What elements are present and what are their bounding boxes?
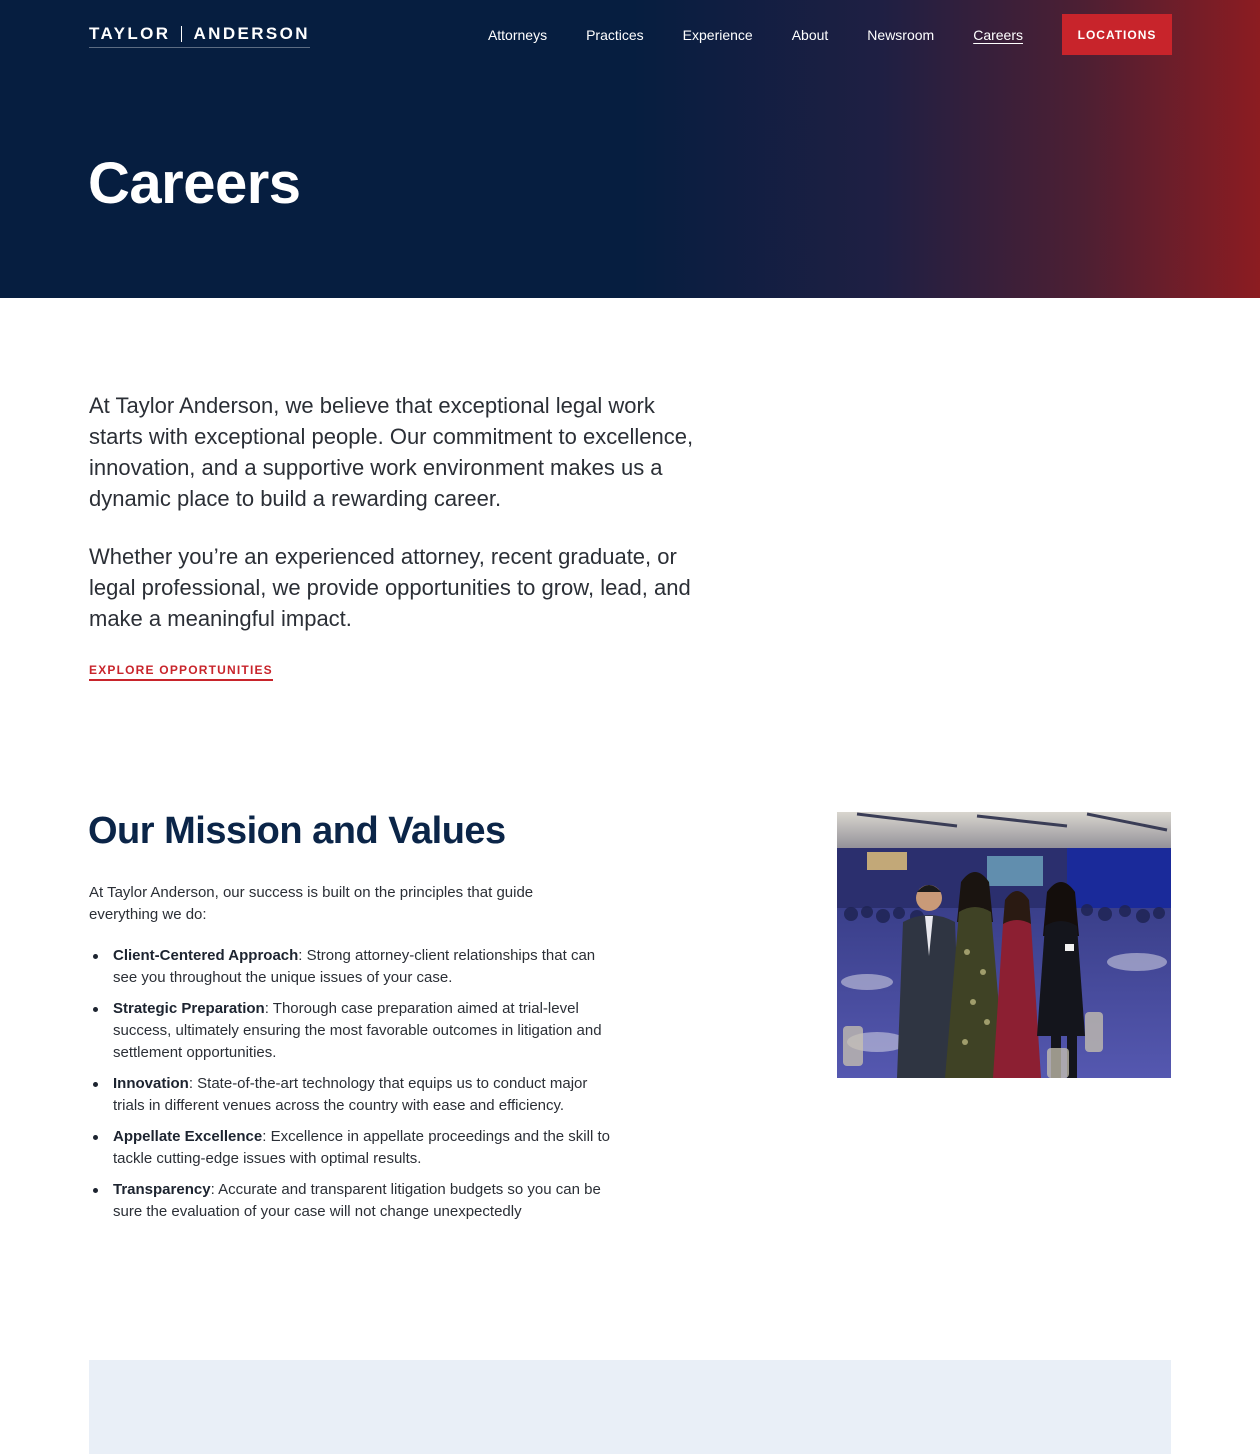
logo-divider (181, 26, 182, 42)
value-term: Appellate Excellence (113, 1128, 263, 1145)
mission-intro-text: At Taylor Anderson, our success is built on the principles that guide everything we do: (89, 884, 534, 923)
values-list (89, 945, 619, 1232)
nav-link-about[interactable]: About (791, 26, 829, 43)
value-description: : State-of-the-art technology that equips us to conduct major trials in different venues across the country with ease and efficiency. (113, 1075, 588, 1114)
value-term: Transparency (113, 1181, 211, 1198)
nav-link-practices[interactable]: Practices (586, 26, 644, 43)
intro-paragraph-1: At Taylor Anderson, we believe that exceptional legal work starts with exceptional people. Our commitment to excellence, innovation, and a supportive work environment makes us a dynamic place to build a rewarding career. (89, 393, 694, 511)
logo-text-taylor: TAYLOR (89, 23, 171, 43)
nav-link-newsroom[interactable]: Newsroom (867, 26, 935, 43)
value-term: Innovation (113, 1075, 189, 1092)
site-logo[interactable] (89, 24, 310, 48)
value-description: : Excellence in appellate proceedings and the skill to tackle cutting-edge issues with optimal results. (113, 1128, 610, 1167)
list-item (89, 945, 619, 989)
team-event-photo (837, 812, 1171, 1078)
nav-link-experience[interactable]: Experience (682, 26, 753, 43)
main-nav (449, 14, 1172, 55)
intro-paragraph-2: Whether you’re an experienced attorney, recent graduate, or legal professional, we provide opportunities to grow, lead, and make a meaningful impact. (89, 544, 691, 631)
intro-section (89, 390, 709, 661)
mission-heading: Our Mission and Values (88, 810, 506, 852)
value-term: Client-Centered Approach (113, 947, 299, 964)
explore-opportunities-link[interactable]: EXPLORE OPPORTUNITIES (89, 663, 273, 681)
nav-link-careers[interactable]: Careers (973, 26, 1023, 43)
value-description: : Accurate and transparent litigation budgets so you can be sure the evaluation of your case will not change unexpectedly (113, 1181, 601, 1220)
next-section-panel (89, 1360, 1171, 1454)
nav-link-attorneys[interactable]: Attorneys (487, 26, 548, 43)
list-item (89, 1073, 619, 1117)
hero-banner (0, 0, 1260, 298)
value-term: Strategic Preparation (113, 1000, 265, 1017)
locations-button[interactable]: LOCATIONS (1062, 14, 1172, 55)
value-description: : Strong attorney-client relationships that can see you throughout the unique issues of your case. (113, 947, 596, 986)
value-description: : Thorough case preparation aimed at trial-level success, ultimately ensuring the most favorable outcomes in litigation and settlement opportunities. (113, 1000, 602, 1061)
list-item (89, 998, 619, 1064)
list-item (89, 1126, 619, 1170)
logo-text-anderson: ANDERSON (193, 23, 310, 43)
list-item (89, 1179, 619, 1223)
page-title: Careers (88, 151, 301, 216)
